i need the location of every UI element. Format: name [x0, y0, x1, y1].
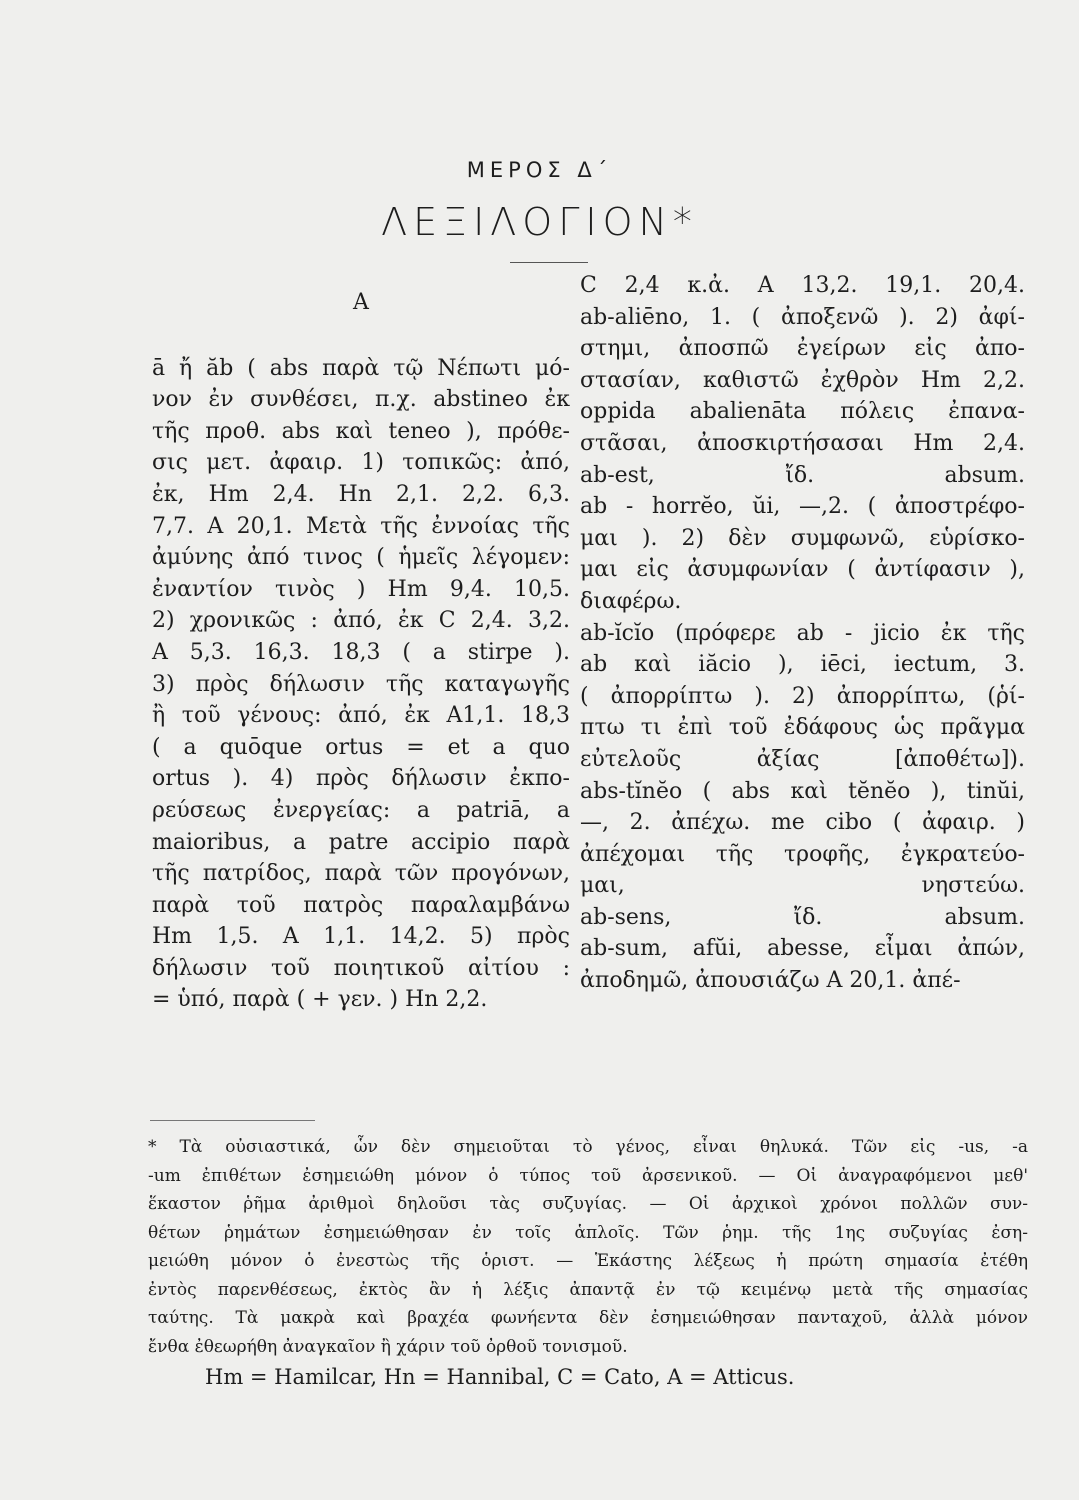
text-line: εὐτελοῦς ἀξίας [ἀποθέτω]).: [580, 746, 1025, 772]
text-line: —, 2. ἀπέχω. me cibo ( ἀφαιρ. ): [580, 810, 1025, 836]
text-line: ab καὶ iăcio ), iēci, iectum, 3.: [580, 652, 1025, 678]
footnote: [148, 1133, 1028, 1361]
text-line: C 2,4 κ.ἀ. A 13,2. 19,1. 20,4.: [580, 273, 1025, 298]
text-line: A 5,3. 16,3. 18,3 ( a stirpe ).: [152, 639, 570, 665]
footnote-line: θέτων ῥημάτων ἐσημειώθησαν ἐν τοῖς ἁπλοῖς. Τῶν ῥημ. τῆς 1ης συζυγίας ἐση-: [148, 1222, 1028, 1243]
text-line: νον ἐν συνθέσει, π.χ. abstineo ἐκ: [152, 387, 570, 413]
text-line: ρεύσεως ἐνεργείας: a patriā, a: [152, 797, 570, 823]
text-line: διαφέρω.: [580, 588, 682, 614]
text-line: ab-sens, ἴδ. absum.: [580, 904, 1025, 930]
text-line: abs-tĭnĕo ( abs καὶ tĕnĕo ), tinŭi,: [580, 778, 1025, 804]
text-line: ab-aliēno, 1. ( ἀποξενῶ ). 2) ἀφί-: [580, 304, 1025, 330]
text-line: oppida abalienāta πόλεις ἐπανα-: [580, 399, 1025, 425]
left-column: [152, 287, 570, 1016]
part-heading: ΜΕΡΟΣ Δ΄: [466, 158, 613, 182]
text-line: μαι εἰς ἀσυμφωνίαν ( ἀντίφασιν ),: [580, 557, 1025, 583]
text-line: ortus ). 4) πρὸς δήλωσιν ἐκπο-: [152, 766, 570, 792]
text-line: ā ἤ ăb ( abs παρὰ τῷ Νέπωτι μό-: [152, 355, 570, 381]
text-line: τῆς πατρίδος, παρὰ τῶν προγόνων,: [152, 861, 570, 887]
text-line: ἢ τοῦ γένους: ἀπό, ἐκ A1,1. 18,3: [152, 703, 570, 729]
text-line: σις μετ. ἀφαιρ. 1) τοπικῶς: ἀπό,: [152, 450, 570, 476]
text-line: = ὑπό, παρὰ ( + γεν. ) Hn 2,2.: [152, 987, 488, 1013]
text-line: παρὰ τοῦ πατρὸς παραλαμβάνω: [152, 892, 570, 918]
section-letter: A: [353, 290, 369, 315]
abbreviations-line: Hm = Hamilcar, Hn = Hannibal, C = Cato, A = Atticus.: [205, 1365, 795, 1389]
text-line: ab-sum, afŭi, abesse, εἶμαι ἀπών,: [580, 936, 1025, 962]
title-divider: [510, 262, 588, 263]
text-line: ab - horrĕo, ŭi, —,2. ( ἀποστρέφο-: [580, 494, 1025, 520]
text-line: 3) πρὸς δήλωσιν τῆς καταγωγῆς: [152, 671, 570, 697]
footnote-line: ἔνθα ἐθεωρήθη ἀναγκαῖον ἢ χάριν τοῦ ὀρθοῦ τονισμοῦ.: [148, 1336, 628, 1357]
text-line: 2) χρονικῶς : ἀπό, ἐκ C 2,4. 3,2.: [152, 608, 570, 634]
text-line: ἐκ, Hm 2,4. Hn 2,1. 2,2. 6,3.: [152, 481, 570, 507]
text-line: ( a quōque ortus = et a quo: [152, 734, 570, 760]
text-line: ab-est, ἴδ. absum.: [580, 462, 1025, 488]
text-line: στασίαν, καθιστῶ ἐχθρὸν Hm 2,2.: [580, 367, 1025, 393]
text-line: ἀμύνης ἀπό τινος ( ἡμεῖς λέγομεν:: [152, 545, 570, 571]
text-line: ἀποδημῶ, ἀπουσιάζω A 20,1. ἀπέ-: [580, 968, 961, 994]
text-line: δήλωσιν τοῦ ποιητικοῦ αἰτίου :: [152, 955, 570, 981]
text-line: μαι, νηστεύω.: [580, 873, 1025, 899]
text-line: τῆς προθ. abs καὶ teneo ), πρόθε-: [152, 418, 570, 444]
text-line: πτω τι ἐπὶ τοῦ ἐδάφους ὡς πρᾶγμα: [580, 715, 1025, 741]
footnote-divider: [150, 1120, 315, 1121]
text-line: ab-ĭcĭo (πρόφερε ab - jicio ἐκ τῆς: [580, 620, 1025, 646]
text-line: ἀπέχομαι τῆς τροφῆς, ἐγκρατεύο-: [580, 841, 1025, 867]
text-line: Hm 1,5. A 1,1. 14,2. 5) πρὸς: [152, 924, 570, 950]
footnote-line: ταύτης. Τὰ μακρὰ καὶ βραχέα φωνήεντα δὲν ἐσημειώθησαν πανταχοῦ, ἀλλὰ μόνον: [148, 1308, 1028, 1328]
text-line: ( ἀπορρίπτω ). 2) ἀπορρίπτω, (ῥί-: [580, 683, 1025, 709]
footnote-line: μειώθη μόνον ὁ ἐνεστὼς τῆς ὁριστ. — Ἑκάστης λέξεως ἡ πρώτη σημασία ἐτέθη: [148, 1251, 1028, 1271]
footnote-line: ἐντὸς παρενθέσεως, ἐκτὸς ἂν ἡ λέξις ἀπαντᾷ ἐν τῷ κειμένῳ μετὰ τῆς σημασίας: [148, 1279, 1028, 1300]
footnote-line: -um ἐπιθέτων ἐσημειώθη μόνον ὁ τύπος τοῦ ἀρσενικοῦ. — Οἱ ἀναγραφόμενοι μεθ': [148, 1165, 1028, 1186]
text-line: μαι ). 2) δὲν συμφωνῶ, εὑρίσκο-: [580, 525, 1025, 551]
footnote-line: * Τὰ οὐσιαστικά, ὧν δὲν σημειοῦται τὸ γένος, εἶναι θηλυκά. Τῶν εἰς -us, -a: [148, 1137, 1028, 1157]
text-line: στᾶσαι, ἀποσκιρτήσασαι Hm 2,4.: [580, 430, 1025, 456]
text-line: maioribus, a patre accipio παρὰ: [152, 829, 570, 855]
right-column: [580, 270, 1025, 997]
text-line: στημι, ἀποσπῶ ἐγείρων εἰς ἀπο-: [580, 336, 1025, 362]
footnote-line: ἕκαστον ῥῆμα ἀριθμοὶ δηλοῦσι τὰς συζυγίας. — Οἱ ἀρχικοὶ χρόνοι πολλῶν συν-: [148, 1194, 1028, 1214]
text-line: 7,7. A 20,1. Μετὰ τῆς ἐννοίας τῆς: [152, 513, 570, 539]
text-line: ἐναντίον τινὸς ) Hm 9,4. 10,5.: [152, 576, 570, 602]
page-title: ΛΕΞΙΛΟΓΙΟΝ*: [381, 200, 698, 244]
